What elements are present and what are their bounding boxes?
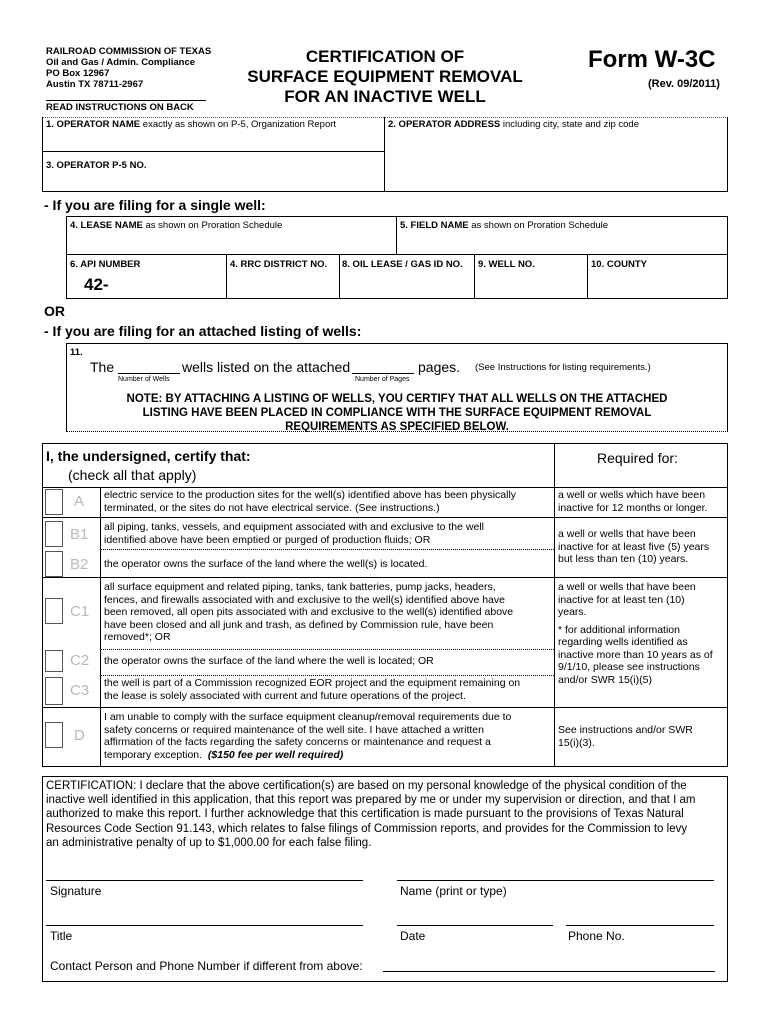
option-b-req-line-1: a well or wells that have been xyxy=(558,528,696,540)
operator-address-label: 2. OPERATOR ADDRESS including city, state and zip code xyxy=(388,119,639,130)
agency-name: RAILROAD COMMISSION OF TEXAS xyxy=(46,46,212,57)
agency-address xyxy=(46,46,211,90)
option-b1-line-2: identified above have been emptied or purged of production fluids; OR xyxy=(104,533,431,546)
title-line-2: SURFACE EQUIPMENT REMOVAL xyxy=(247,67,523,86)
option-c1-line-5: removed*; OR xyxy=(104,631,171,643)
number-of-pages-caption: Number of Pages xyxy=(355,376,410,383)
option-a-line-1: electric service to the production sites for the well(s) identified above has been physically xyxy=(104,489,517,501)
option-c1-letter: C1 xyxy=(70,603,90,620)
option-c-req-line-4: * for additional information xyxy=(558,623,680,636)
attached-note xyxy=(66,392,728,432)
certification-line-2: inactive well identified in this application, that this report was prepared by me or under my supervision or direction, and that I am xyxy=(46,794,696,807)
certification-line-4: Resources Code Section 91.143, which relates to false filings of Commission reports, and provides for the Commission to levy xyxy=(46,822,688,835)
option-c-req-line-5: regarding wells identified as xyxy=(558,636,688,648)
option-a-required xyxy=(558,489,707,514)
option-c-req-line-8: and/or SWR 15(i)(5) xyxy=(558,673,652,686)
operator-p5-field[interactable] xyxy=(42,151,385,192)
well-no-field[interactable] xyxy=(474,254,588,299)
oil-lease-id-label: 8. OIL LEASE / GAS ID NO. xyxy=(342,259,463,270)
option-c-req-line-6: inactive more than 10 years as of xyxy=(558,648,713,661)
field-name-label: 5. FIELD NAME as shown on Proration Schedule xyxy=(400,220,609,231)
option-c-req-line-3: years. xyxy=(558,606,587,618)
option-b2-text: the operator owns the surface of the land where the well(s) is located. xyxy=(104,558,428,570)
option-c2-letter: C2 xyxy=(70,652,90,669)
row-divider-c1-c2 xyxy=(100,649,554,650)
option-d-required xyxy=(558,724,693,749)
api-prefix: 42- xyxy=(84,275,109,294)
option-d-line-4 xyxy=(104,749,511,762)
option-a-req-line-2: inactive for 12 months or longer. xyxy=(558,501,708,514)
certification-line-3: authorized to make this report. I further acknowledge that this certification is made pursuant to the provisions of Texas Natural xyxy=(46,808,684,821)
option-d-req-line-2: 15(i)(3). xyxy=(558,736,595,749)
or-label: OR xyxy=(44,303,65,319)
signature-label: Signature xyxy=(50,884,102,898)
number-of-wells-caption: Number of Wells xyxy=(118,376,170,383)
phone-label: Phone No. xyxy=(568,929,625,943)
option-c1-text xyxy=(104,581,513,644)
row-divider-a xyxy=(42,517,728,518)
operator-p5-label: 3. OPERATOR P-5 NO. xyxy=(46,160,147,171)
option-b-req-line-2: inactive for at least five (5) years xyxy=(558,540,710,553)
option-d-fee: ($150 fee per well required) xyxy=(207,748,344,761)
option-a-text xyxy=(104,489,516,514)
checkbox-column-divider xyxy=(100,487,101,767)
api-number-field[interactable] xyxy=(66,254,227,299)
option-c-req-line-7: 9/1/10, please see instructions xyxy=(558,661,700,673)
note-line-2: LISTING HAVE BEEN PLACED IN COMPLIANCE WITH THE SURFACE EQUIPMENT REMOVAL xyxy=(142,407,652,419)
checkbox-d[interactable] xyxy=(45,722,63,748)
option-b1-letter: B1 xyxy=(70,526,89,543)
form-title xyxy=(230,47,540,107)
option-c1-line-2: fences, and firewalls associated with and exclusive to the well(s) identified above have xyxy=(104,593,505,606)
note-line-3: REQUIREMENTS AS SPECIFIED BELOW. xyxy=(285,421,509,432)
phone-line[interactable] xyxy=(566,925,714,926)
checkbox-b1[interactable] xyxy=(45,521,63,547)
signature-line[interactable] xyxy=(46,880,363,881)
field-name-field[interactable] xyxy=(396,216,728,255)
checkbox-c2[interactable] xyxy=(45,650,63,672)
checkbox-b2[interactable] xyxy=(45,551,63,577)
operator-name-field[interactable] xyxy=(42,117,385,152)
lease-name-field[interactable] xyxy=(66,216,397,255)
lease-name-label: 4. LEASE NAME as shown on Proration Schedule xyxy=(70,220,283,231)
certification-line-5: an administrative penalty of up to $1,000.00 for each false filing. xyxy=(46,836,372,849)
oil-lease-id-field[interactable] xyxy=(339,254,475,299)
option-b-required xyxy=(558,528,709,566)
option-c-req-line-2: inactive for at least ten (10) xyxy=(558,593,685,606)
item-11-number: 11. xyxy=(70,347,83,358)
attached-see-instructions: (See Instructions for listing requirements.) xyxy=(475,362,651,373)
row-divider-b xyxy=(42,577,728,578)
date-label: Date xyxy=(400,929,426,943)
attached-the: The xyxy=(90,359,115,375)
operator-name-label: 1. OPERATOR NAME exactly as shown on P-5, Organization Report xyxy=(46,119,337,130)
required-column-divider xyxy=(554,443,555,767)
attached-listing-heading: - If you are filing for an attached listing of wells: xyxy=(44,323,362,339)
option-c-req-line-1: a well or wells that have been xyxy=(558,581,696,593)
certify-heading: I, the undersigned, certify that: xyxy=(46,448,251,464)
row-divider-header xyxy=(42,487,728,488)
title-label: Title xyxy=(50,929,73,943)
certification-line-1: CERTIFICATION: I declare that the above certification(s) are based on my personal knowledge of the physical condition of the xyxy=(46,780,687,792)
option-b1-line-1: all piping, tanks, vessels, and equipment associated with and exclusive to the well xyxy=(104,521,484,533)
date-line[interactable] xyxy=(397,925,553,926)
operator-address-field[interactable] xyxy=(384,117,728,192)
option-c3-letter: C3 xyxy=(70,682,90,699)
option-a-line-2: terminated, or the sites do not have electrical service. (See instructions.) xyxy=(104,501,440,514)
required-for-heading: Required for: xyxy=(597,450,678,466)
contact-label: Contact Person and Phone Number if different from above: xyxy=(50,959,363,973)
agency-po-box: PO Box 12967 xyxy=(46,68,110,79)
checkbox-c1[interactable] xyxy=(45,598,63,624)
option-b1-text xyxy=(104,521,484,546)
option-d-letter: D xyxy=(74,727,85,744)
form-revision: (Rev. 09/2011) xyxy=(648,78,720,90)
option-d-line-4-text: temporary exception. xyxy=(104,748,203,761)
title-line-3: FOR AN INACTIVE WELL xyxy=(284,87,486,106)
checkbox-a[interactable] xyxy=(45,489,63,515)
read-instructions-note: READ INSTRUCTIONS ON BACK xyxy=(46,100,206,113)
option-a-req-line-1: a well or wells which have been xyxy=(558,489,706,501)
name-line[interactable] xyxy=(397,880,714,881)
option-c1-line-4: have been closed and all junk and trash, as defined by Commission rule, have been xyxy=(104,618,494,631)
note-line-1: NOTE: BY ATTACHING A LISTING OF WELLS, YOU CERTIFY THAT ALL WELLS ON THE ATTACHED xyxy=(126,393,668,405)
row-divider-c2-c3 xyxy=(100,675,554,676)
title-line[interactable] xyxy=(46,925,363,926)
option-d-line-1: I am unable to comply with the surface equipment cleanup/removal requirements due to xyxy=(104,711,512,723)
option-c1-line-1: all surface equipment and related piping, tanks, tank batteries, pump jacks, headers, xyxy=(104,581,496,593)
certification-text xyxy=(46,779,695,850)
option-d-line-2: safety concerns or required maintenance of the well site. I have attached a written xyxy=(104,723,484,736)
option-c3-text xyxy=(104,677,520,702)
option-c3-line-2: the lease is solely associated with current and future operations of the project. xyxy=(104,689,466,702)
rrc-district-label: 4. RRC DISTRICT NO. xyxy=(230,259,328,270)
attached-middle-text: wells listed on the attached xyxy=(182,359,351,375)
single-well-heading: - If you are filing for a single well: xyxy=(44,197,266,213)
option-b-req-line-3: but less than ten (10) years. xyxy=(558,553,689,565)
contact-line[interactable] xyxy=(383,971,715,972)
option-c2-text: the operator owns the surface of the land where the well is located; OR xyxy=(104,655,434,667)
row-divider-c xyxy=(42,707,728,708)
number-of-pages-input[interactable] xyxy=(352,373,414,374)
rrc-district-field[interactable] xyxy=(226,254,340,299)
form-number: Form W-3C xyxy=(588,46,716,73)
checkbox-c3[interactable] xyxy=(45,677,63,705)
agency-division: Oil and Gas / Admin. Compliance xyxy=(46,57,196,68)
row-divider-b1-b2 xyxy=(100,549,554,550)
county-label: 10. COUNTY xyxy=(591,259,647,270)
option-d-req-line-1: See instructions and/or SWR xyxy=(558,724,693,736)
name-label: Name (print or type) xyxy=(400,884,507,898)
option-a-letter: A xyxy=(74,493,85,510)
county-field[interactable] xyxy=(587,254,728,299)
option-c-required xyxy=(558,581,713,686)
agency-city: Austin TX 78711-2967 xyxy=(46,79,144,90)
attached-pages-text: pages. xyxy=(418,359,461,375)
number-of-wells-input[interactable] xyxy=(118,373,180,374)
well-no-label: 9. WELL NO. xyxy=(478,259,535,270)
option-c1-line-3: been removed, all open pits associated with and exclusive to the well(s) identified above xyxy=(104,606,514,618)
option-d-line-3: affirmation of the facts regarding the safety concerns or maintenance and request a xyxy=(104,736,491,748)
option-b2-letter: B2 xyxy=(70,556,89,573)
api-number-label: 6. API NUMBER xyxy=(70,259,141,270)
title-line-1: CERTIFICATION OF xyxy=(305,47,465,66)
option-d-text xyxy=(104,711,511,761)
certify-subheading: (check all that apply) xyxy=(68,467,197,483)
option-c3-line-1: the well is part of a Commission recognized EOR project and the equipment remaining on xyxy=(104,677,521,689)
